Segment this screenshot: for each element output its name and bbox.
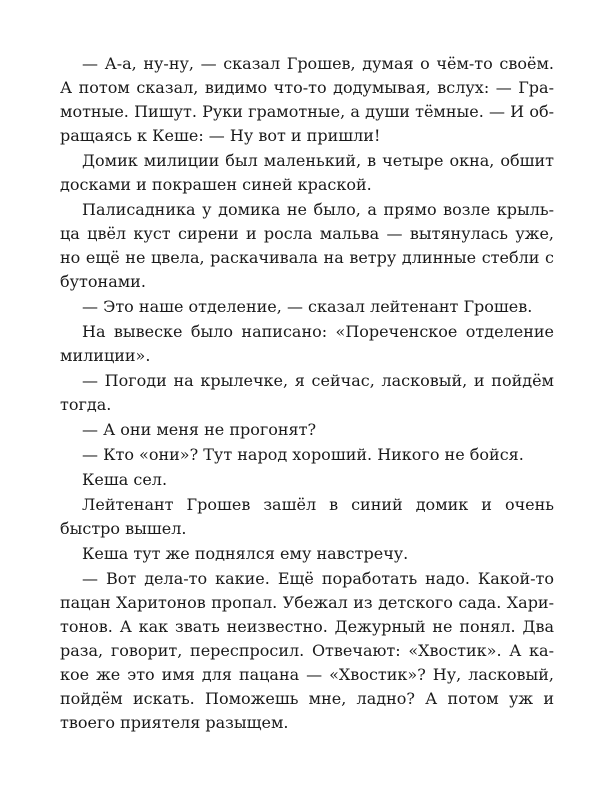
paragraph-3: Палисадника у домика не было, а прямо возле крыльца цвёл куст сирени и росла мальва — вытянулась уже, но ещё не цвела, раскачивала на ветру длинные стебли с бутонами. [60, 200, 554, 291]
paragraph-10: Лейтенант Грошев зашёл в синий домик и очень быстро вышел. [60, 495, 554, 538]
paragraph-9: Кеша сел. [82, 470, 168, 489]
paragraph-5: На вывеске было написано: «Пореченское отделение милиции». [60, 322, 554, 365]
book-page [60, 52, 554, 736]
paragraph-4: — Это наше отделение, — сказал лейтенант Грошев. [82, 297, 533, 316]
paragraph-12: — Вот дела-то какие. Ещё поработать надо. Какой-то пацан Харитонов пропал. Убежал из детского сада. Харитонов. А как звать неизвестно. Дежурный не понял. Два раза, говорит, переспросил. Отвечают: «Хвостик». А какое же это имя для пацана — «Хвостик»? Ну, ласковый, пойдём искать. Поможешь мне, ладно? А потом уж и твоего приятеля разыщем. [60, 569, 554, 732]
paragraph-8: — Кто «они»? Тут народ хороший. Никого не бойся. [82, 445, 524, 464]
paragraph-2: Домик милиции был маленький, в четыре окна, обшит досками и покрашен синей краской. [60, 151, 554, 194]
paragraph-7: — А они меня не прогонят? [82, 420, 317, 439]
paragraph-6: — Погоди на крылечке, я сейчас, ласковый, и пойдём тогда. [60, 371, 554, 414]
paragraph-11: Кеша тут же поднялся ему навстречу. [82, 544, 409, 563]
paragraph-1: — А-а, ну-ну, — сказал Грошев, думая о чём-то своём. А потом сказал, видимо что-то додумывая, вслух: — Грамотные. Пишут. Руки грамотные, а души тёмные. — И обращаясь к Кеше: — Ну вот и пришли! [60, 54, 554, 145]
